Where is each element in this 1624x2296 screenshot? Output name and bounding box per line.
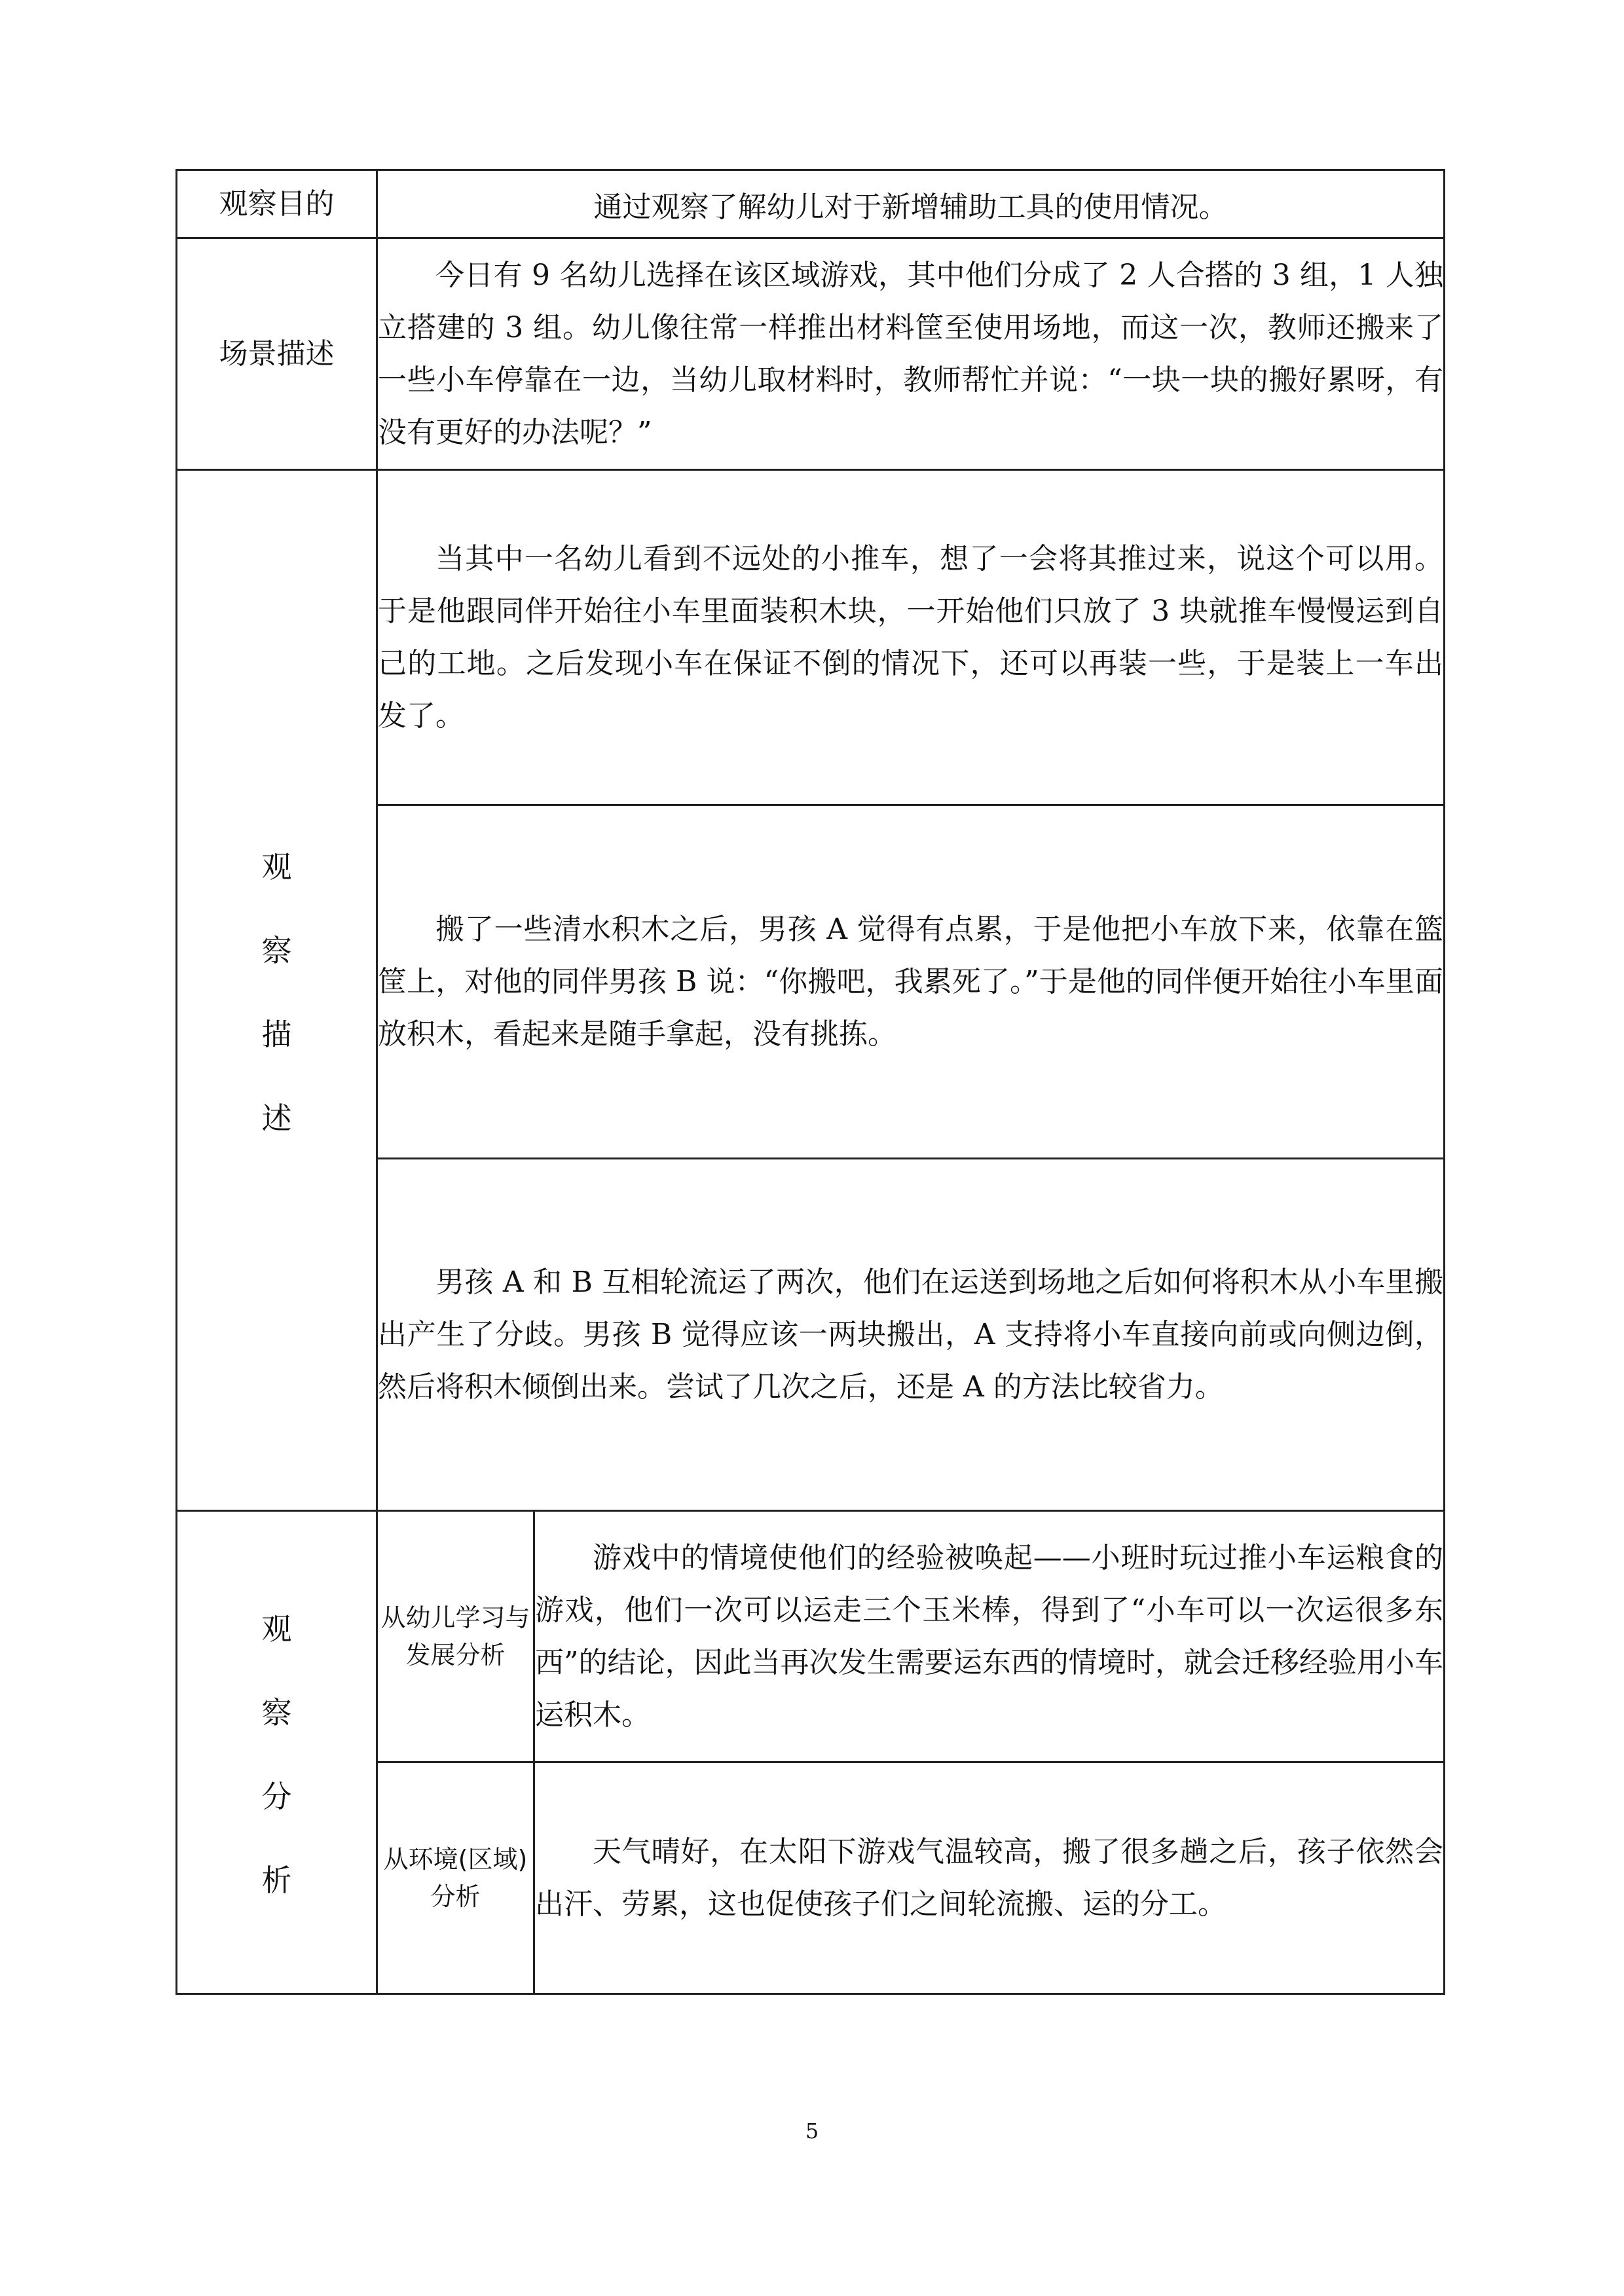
- purpose-label: 观察目的: [177, 170, 377, 238]
- analysis-text: 天气晴好，在太阳下游戏气温较高，搬了很多趟之后，孩子依然会出汗、劳累，这也促使孩子们之间轮流搬、运的分工。: [534, 1762, 1445, 1994]
- observe-analysis-char: 察: [261, 1694, 292, 1730]
- analysis-text: 游戏中的情境使他们的经验被唤起——小班时玩过推小车运粮食的游戏，他们一次可以运走三个玉米棒，得到了“小车可以一次运很多东西”的结论，因此当再次发生需要运东西的情境时，就会迁移经验用小车运积木。: [534, 1511, 1445, 1762]
- analysis-row-1: [177, 1511, 1445, 1762]
- analysis-sublabel: 从幼儿学习与发展分析: [377, 1511, 534, 1762]
- observe-analysis-char: 分: [261, 1778, 292, 1814]
- observe-analysis-char: 析: [261, 1862, 292, 1898]
- scene-row: [177, 238, 1445, 470]
- observe-analysis-char: 观: [261, 1611, 292, 1647]
- observe-desc-char: 观: [261, 848, 292, 884]
- observe-analysis-label: [177, 1511, 377, 1994]
- observe-desc-paragraph: 搬了一些清水积木之后，男孩 A 觉得有点累，于是他把小车放下来，依靠在篮筐上，对他的同伴男孩 B 说：“你搬吧，我累死了。”于是他的同伴便开始往小车里面放积木，看起来是随手拿起，没有挑拣。: [377, 805, 1445, 1159]
- scene-text: 今日有 9 名幼儿选择在该区域游戏，其中他们分成了 2 人合搭的 3 组，1 人独立搭建的 3 组。幼儿像往常一样推出材料筐至使用场地，而这一次，教师还搬来了一些小车停靠在一边，当幼儿取材料时，教师帮忙并说：“一块一块的搬好累呀，有没有更好的办法呢？”: [377, 238, 1445, 470]
- observe-desc-char: 描: [261, 1016, 292, 1052]
- analysis-sublabel: 从环境(区域)分析: [377, 1762, 534, 1994]
- observe-desc-paragraph: 男孩 A 和 B 互相轮流运了两次，他们在运送到场地之后如何将积木从小车里搬出产生了分歧。男孩 B 觉得应该一两块搬出，A 支持将小车直接向前或向侧边倒，然后将积木倾倒出来。尝试了几次之后，还是 A 的方法比较省力。: [377, 1159, 1445, 1511]
- observe-desc-label: [177, 470, 377, 1511]
- observe-desc-char: 述: [261, 1100, 292, 1136]
- purpose-row: [177, 170, 1445, 238]
- observe-desc-row-1: [177, 470, 1445, 805]
- observation-record-table: [175, 169, 1445, 1995]
- observe-desc-paragraph: 当其中一名幼儿看到不远处的小推车，想了一会将其推过来，说这个可以用。于是他跟同伴开始往小车里面装积木块，一开始他们只放了 3 块就推车慢慢运到自己的工地。之后发现小车在保证不倒的情况下，还可以再装一些，于是装上一车出发了。: [377, 470, 1445, 805]
- observe-desc-char: 察: [261, 932, 292, 968]
- scene-label: 场景描述: [177, 238, 377, 470]
- page-number: 5: [805, 2119, 819, 2143]
- purpose-text: 通过观察了解幼儿对于新增辅助工具的使用情况。: [377, 170, 1445, 238]
